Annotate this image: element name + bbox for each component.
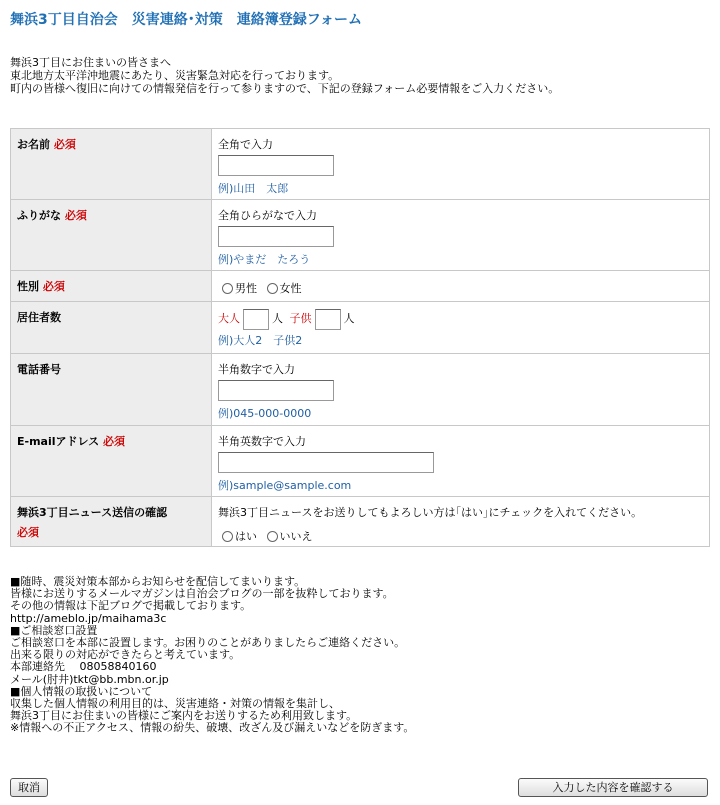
child-unit: 人 bbox=[343, 312, 355, 325]
furigana-label: ふりがな bbox=[17, 209, 61, 222]
email-label: E-mailアドレス bbox=[17, 435, 100, 448]
email-example: 例)sample@sample.com bbox=[218, 479, 352, 492]
furigana-hint: 全角ひらがなで入力 bbox=[218, 209, 317, 222]
notes-line: その他の情報は下記ブログで掲載しております。 bbox=[10, 599, 252, 613]
registration-form bbox=[10, 128, 710, 547]
furigana-label-cell bbox=[11, 200, 212, 271]
notes-line: ※情報への不正アクセス、情報の紛失、破壊、改ざん及び漏えいなどを防ぎます。 bbox=[10, 721, 415, 735]
phone-label-cell bbox=[11, 354, 212, 426]
residents-label-cell bbox=[11, 302, 212, 354]
news-label: 舞浜3丁目ニュース送信の確認 bbox=[17, 506, 168, 519]
notes-text bbox=[10, 576, 414, 734]
gender-field-cell bbox=[212, 271, 710, 302]
phone-label: 電話番号 bbox=[17, 363, 61, 376]
required-badge: 必須 bbox=[42, 280, 65, 293]
child-label: 子供 bbox=[289, 312, 312, 325]
adult-unit: 人 bbox=[272, 312, 283, 325]
notes-line: ■個人情報の取扱いについて bbox=[10, 684, 153, 698]
furigana-field-cell bbox=[212, 200, 710, 271]
required-badge: 必須 bbox=[17, 526, 39, 539]
gender-male-label: 男性 bbox=[235, 282, 257, 295]
row-residents bbox=[11, 302, 710, 354]
email-input[interactable] bbox=[218, 452, 434, 473]
row-email bbox=[11, 426, 710, 497]
name-input[interactable] bbox=[218, 155, 334, 176]
gender-female-radio[interactable] bbox=[267, 283, 278, 294]
notes-line: 舞浜3丁目にお住まいの皆様にご案内をお送りするため利用致します。 bbox=[10, 709, 358, 723]
notes-line: 皆様にお送りするメールマガジンは自治会ブログの一部を抜粋しております。 bbox=[10, 587, 394, 601]
row-name bbox=[11, 129, 710, 200]
notes-line: メール(肘井)tkt@bb.mbn.or.jp bbox=[10, 672, 169, 686]
cancel-button[interactable]: 取消 bbox=[10, 778, 48, 797]
required-badge: 必須 bbox=[103, 435, 126, 448]
name-hint: 全角で入力 bbox=[218, 138, 273, 151]
name-label: お名前 bbox=[17, 138, 50, 151]
news-no-radio[interactable] bbox=[267, 531, 278, 542]
news-field-cell bbox=[212, 497, 710, 547]
notes-line: 出来る限りの対応ができたらと考えています。 bbox=[10, 648, 241, 662]
residents-label: 居住者数 bbox=[17, 311, 61, 324]
news-label-cell bbox=[11, 497, 212, 547]
furigana-example: 例)やまだ たろう bbox=[218, 253, 311, 266]
gender-label: 性別 bbox=[17, 280, 39, 293]
notes-line: 本部連絡先 08058840160 bbox=[10, 660, 157, 674]
furigana-input[interactable] bbox=[218, 226, 334, 247]
email-hint: 半角英数字で入力 bbox=[218, 435, 306, 448]
gender-label-cell bbox=[11, 271, 212, 302]
intro-line: 舞浜3丁目にお住まいの皆さまへ bbox=[10, 56, 171, 69]
name-example: 例)山田 太郎 bbox=[218, 182, 289, 195]
intro-line: 東北地方太平洋沖地震にあたり、災害緊急対応を行っております。 bbox=[10, 69, 340, 82]
notes-line: ■ご相談窓口設置 bbox=[10, 623, 98, 637]
intro-text bbox=[10, 56, 559, 95]
intro-line: 町内の皆様へ復旧に向けての情報発信を行って参りますので、下記の登録フォーム必要情報をご入力ください。 bbox=[10, 82, 560, 95]
adult-label: 大人 bbox=[218, 312, 240, 325]
row-phone bbox=[11, 354, 710, 426]
row-furigana bbox=[11, 200, 710, 271]
confirm-button[interactable]: 入力した内容を確認する bbox=[518, 778, 708, 797]
name-field-cell bbox=[212, 129, 710, 200]
residents-example: 例)大人2 子供2 bbox=[218, 334, 303, 347]
news-yes-radio[interactable] bbox=[222, 531, 233, 542]
phone-field-cell bbox=[212, 354, 710, 426]
news-description: 舞浜3丁目ニュースをお送りしてもよろしい方は｢はい｣にチェックを入れてください。 bbox=[218, 506, 643, 519]
row-news bbox=[11, 497, 710, 547]
news-no-label: いいえ bbox=[279, 530, 313, 543]
phone-hint: 半角数字で入力 bbox=[218, 363, 295, 376]
adult-count-input[interactable] bbox=[243, 309, 269, 330]
phone-input[interactable] bbox=[218, 380, 334, 401]
gender-male-radio[interactable] bbox=[222, 283, 233, 294]
required-badge: 必須 bbox=[53, 138, 76, 151]
page-title: 舞浜3丁目自治会 災害連絡･対策 連絡簿登録フォーム bbox=[10, 12, 363, 28]
notes-line: ■随時、震災対策本部からお知らせを配信してまいります。 bbox=[10, 575, 306, 588]
phone-example: 例)045-000-0000 bbox=[218, 407, 312, 420]
child-count-input[interactable] bbox=[315, 309, 341, 330]
gender-female-label: 女性 bbox=[279, 282, 302, 295]
notes-line: ご相談窓口を本部に設置します。お困りのことがありましたらご連絡ください。 bbox=[10, 635, 406, 649]
notes-line: 収集した個人情報の利用目的は、災害連絡・対策の情報を集計し、 bbox=[10, 696, 340, 710]
notes-line: http://ameblo.jp/maihama3c bbox=[10, 611, 167, 625]
residents-field-cell bbox=[212, 302, 710, 354]
required-badge: 必須 bbox=[64, 209, 87, 222]
email-field-cell bbox=[212, 426, 710, 497]
name-label-cell bbox=[11, 129, 212, 200]
news-yes-label: はい bbox=[235, 530, 257, 543]
email-label-cell bbox=[11, 426, 212, 497]
row-gender bbox=[11, 271, 710, 302]
